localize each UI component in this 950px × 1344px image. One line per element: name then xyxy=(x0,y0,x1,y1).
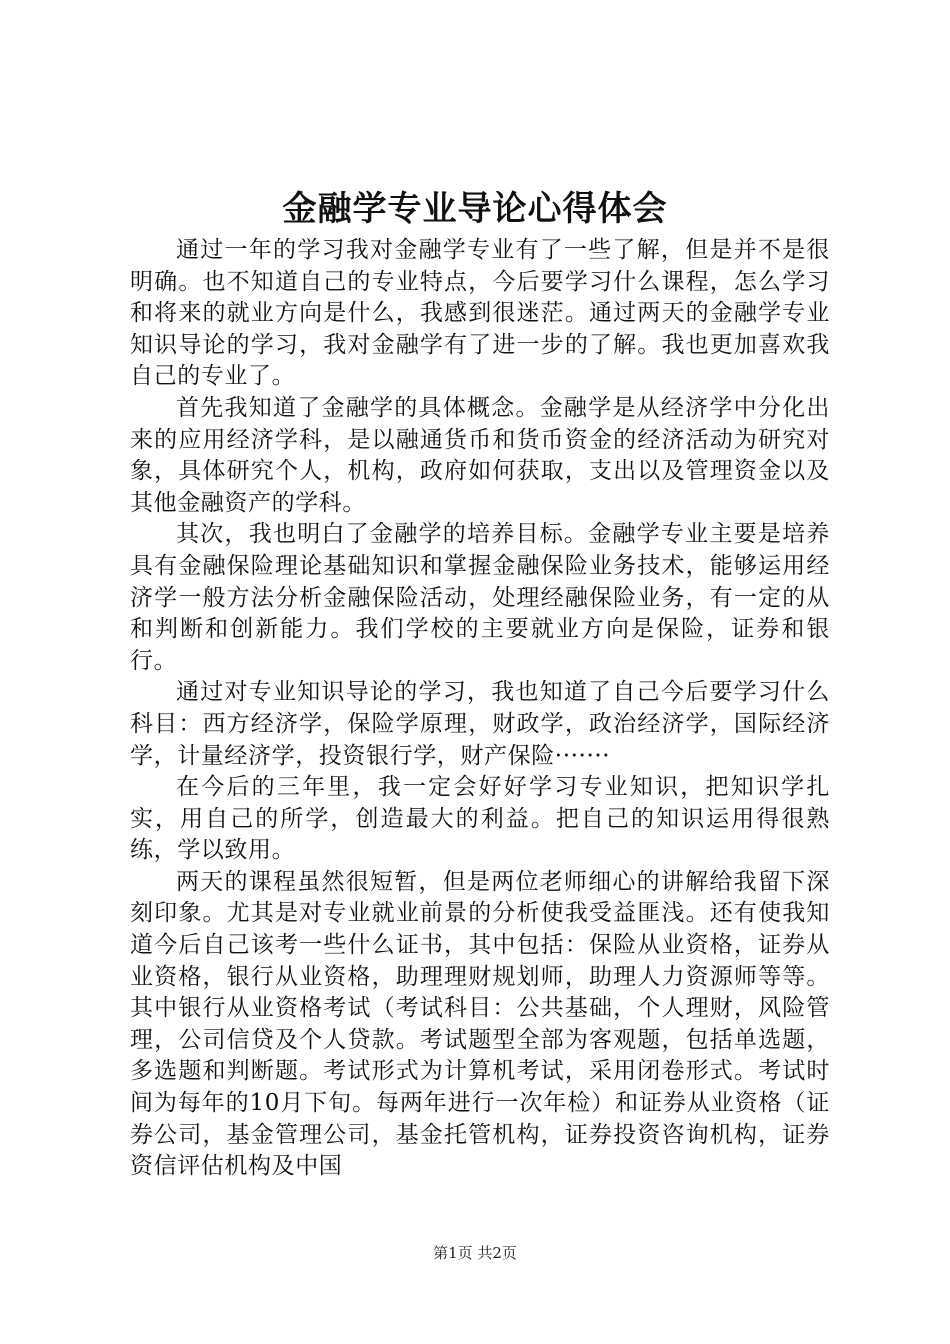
document-body xyxy=(130,235,830,1183)
page-footer: 第1页 共2页 xyxy=(433,1244,517,1262)
paragraph: 两天的课程虽然很短暂，但是两位老师细心的讲解给我留下深刻印象。尤其是对专业就业前景的分析使我受益匪浅。还有使我知道今后自己该考一些什么证书，其中包括：保险从业资格，证券从业资格，银行从业资格，助理理财规划师，助理人力资源师等等。其中银行从业资格考试（考试科目：公共基础，个人理财，风险管理，公司信贷及个人贷款。考试题型全部为客观题，包括单选题，多选题和判断题。考试形式为计算机考试，采用闭卷形式。考试时间为每年的10月下旬。每两年进行一次年检）和证券从业资格（证券公司，基金管理公司，基金托管机构，证券投资咨询机构，证券资信评估机构及中国 xyxy=(130,868,830,1180)
paragraph: 其次，我也明白了金融学的培养目标。金融学专业主要是培养具有金融保险理论基础知识和掌握金融保险业务技术，能够运用经济学一般方法分析金融保险活动，处理经融保险业务，有一定的从和判断和创新能力。我们学校的主要就业方向是保险，证券和银行。 xyxy=(130,521,830,674)
paragraph: 通过一年的学习我对金融学专业有了一些了解，但是并不是很明确。也不知道自己的专业特点，今后要学习什么课程，怎么学习和将来的就业方向是什么，我感到很迷茫。通过两天的金融学专业知识导论的学习，我对金融学有了进一步的了解。我也更加喜欢我自己的专业了。 xyxy=(130,237,830,390)
paragraph: 在今后的三年里，我一定会好好学习专业知识，把知识学扎实，用自己的所学，创造最大的利益。把自己的知识运用得很熟练，学以致用。 xyxy=(130,774,830,864)
document-title: 金融学专业导论心得体会 xyxy=(282,189,668,229)
paragraph: 首先我知道了金融学的具体概念。金融学是从经济学中分化出来的应用经济学科，是以融通货币和货币资金的经济活动为研究对象，具体研究个人，机构，政府如何获取，支出以及管理资金以及其他金融资产的学科。 xyxy=(130,394,830,516)
paragraph: 通过对专业知识导论的学习，我也知道了自己今后要学习什么科目：西方经济学，保险学原理，财政学，政治经济学，国际经济学，计量经济学，投资银行学，财产保险······· xyxy=(130,679,830,769)
